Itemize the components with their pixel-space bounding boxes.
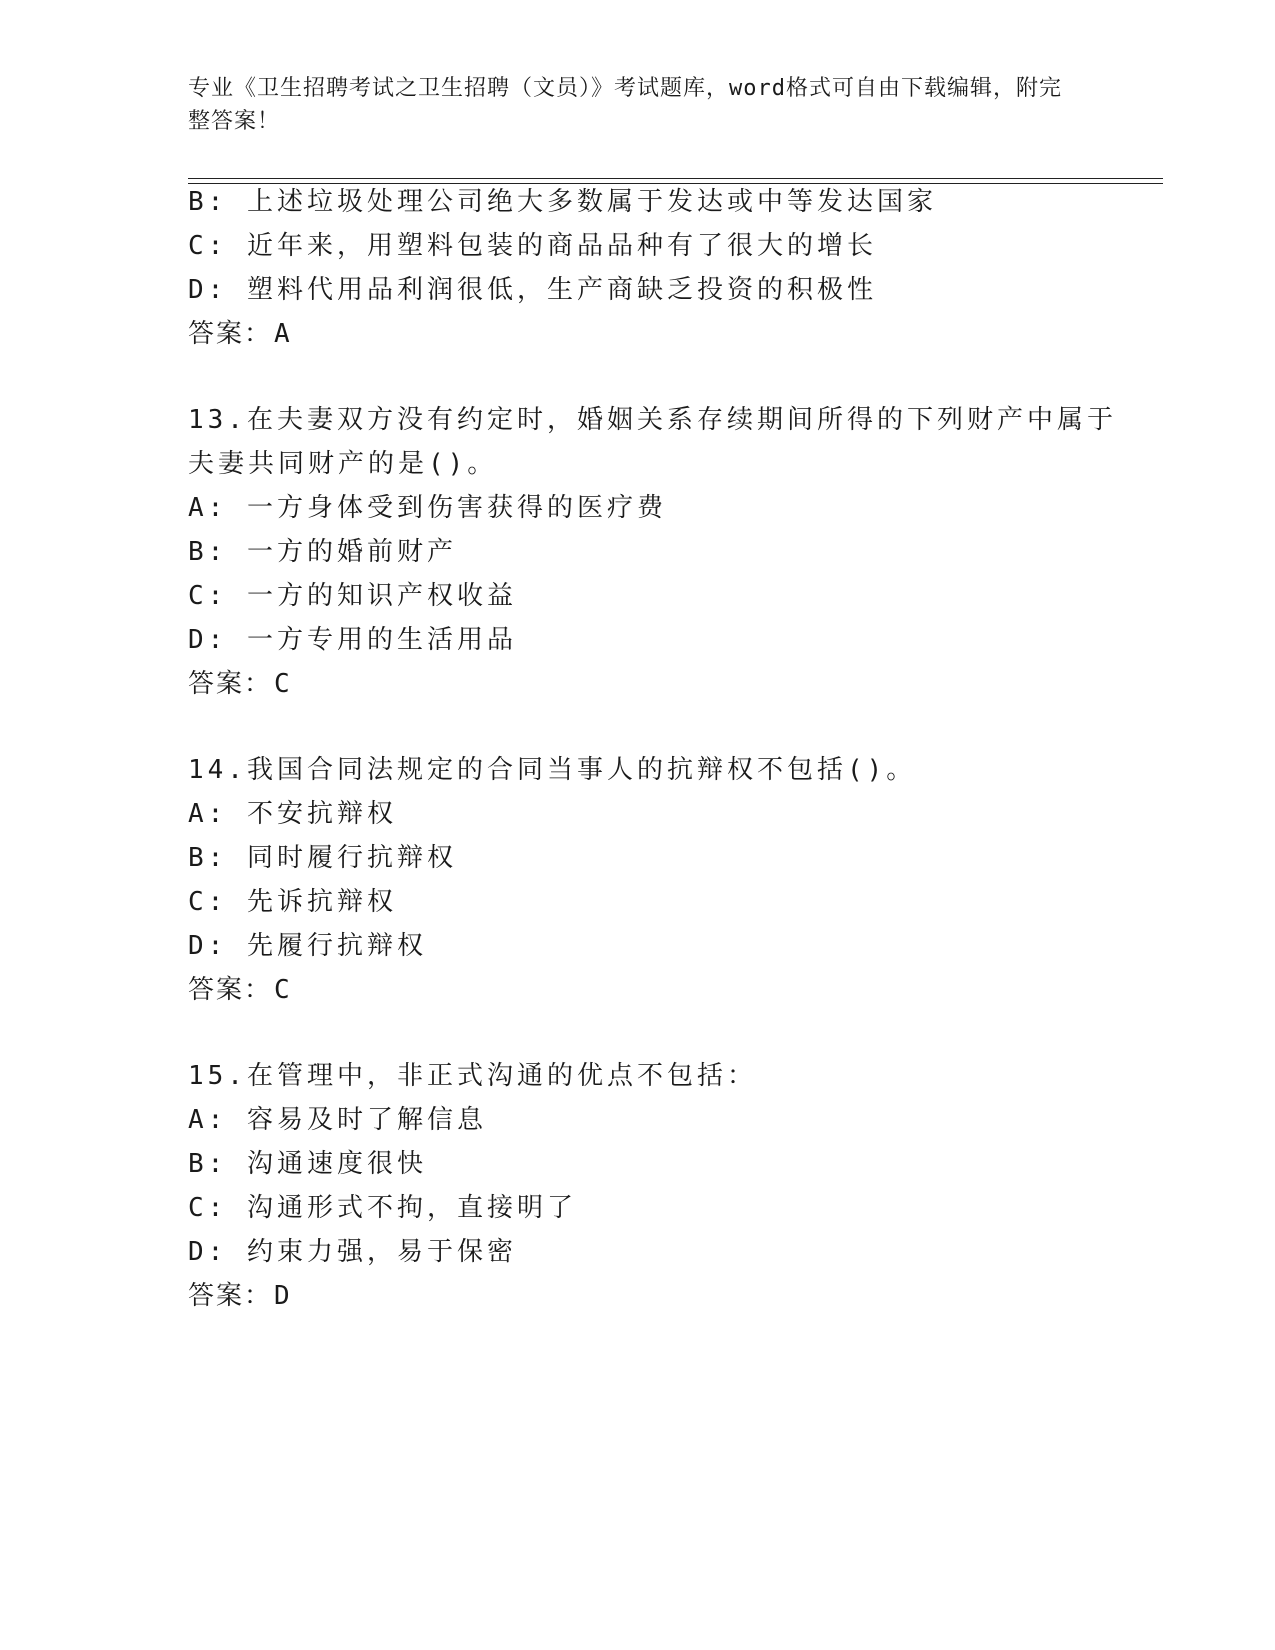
question-13-option-d: D: 一方专用的生活用品 (188, 625, 517, 655)
question-15-stem-line-1: 15.在管理中，非正式沟通的优点不包括： (188, 1061, 757, 1091)
continued-answer (188, 316, 292, 352)
answer-label: 答案： (188, 319, 273, 349)
question-14-option-a: A: 不安抗辩权 (188, 799, 397, 829)
question-15-option-c: C: 沟通形式不拘，直接明了 (188, 1193, 577, 1223)
question-14-answer (188, 972, 292, 1008)
question-14-stem-line-1: 14.我国合同法规定的合同当事人的抗辩权不包括()。 (188, 755, 917, 785)
answer-value: D (274, 1281, 292, 1311)
question-13-option-b: B: 一方的婚前财产 (188, 537, 457, 567)
question-14-option-c: C: 先诉抗辩权 (188, 887, 397, 917)
answer-value: A (274, 319, 292, 349)
question-13-stem-line-2: 夫妻共同财产的是()。 (188, 449, 498, 479)
header-divider-top (188, 178, 1163, 179)
answer-label: 答案： (188, 1281, 273, 1311)
answer-label: 答案： (188, 669, 273, 699)
question-13-stem-line-1: 13.在夫妻双方没有约定时，婚姻关系存续期间所得的下列财产中属于 (188, 405, 1117, 435)
continued-option-b: B: 上述垃圾处理公司绝大多数属于发达或中等发达国家 (188, 187, 937, 217)
answer-value: C (274, 669, 292, 699)
question-14-option-b: B: 同时履行抗辩权 (188, 843, 457, 873)
continued-option-c: C: 近年来，用塑料包装的商品品种有了很大的增长 (188, 231, 877, 261)
question-15-answer (188, 1278, 292, 1314)
question-14-option-d: D: 先履行抗辩权 (188, 931, 427, 961)
question-13-option-a: A: 一方身体受到伤害获得的医疗费 (188, 493, 667, 523)
question-15-option-a: A: 容易及时了解信息 (188, 1105, 487, 1135)
question-13-answer (188, 666, 292, 702)
continued-option-d: D: 塑料代用品利润很低，生产商缺乏投资的积极性 (188, 275, 877, 305)
question-15-option-d: D: 约束力强，易于保密 (188, 1237, 517, 1267)
question-15-option-b: B: 沟通速度很快 (188, 1149, 427, 1179)
answer-label: 答案： (188, 975, 273, 1005)
document-header: 专业《卫生招聘考试之卫生招聘（文员）》考试题库，word格式可自由下载编辑，附完整答案！ (188, 76, 1062, 134)
question-13-option-c: C: 一方的知识产权收益 (188, 581, 517, 611)
answer-value: C (274, 975, 292, 1005)
